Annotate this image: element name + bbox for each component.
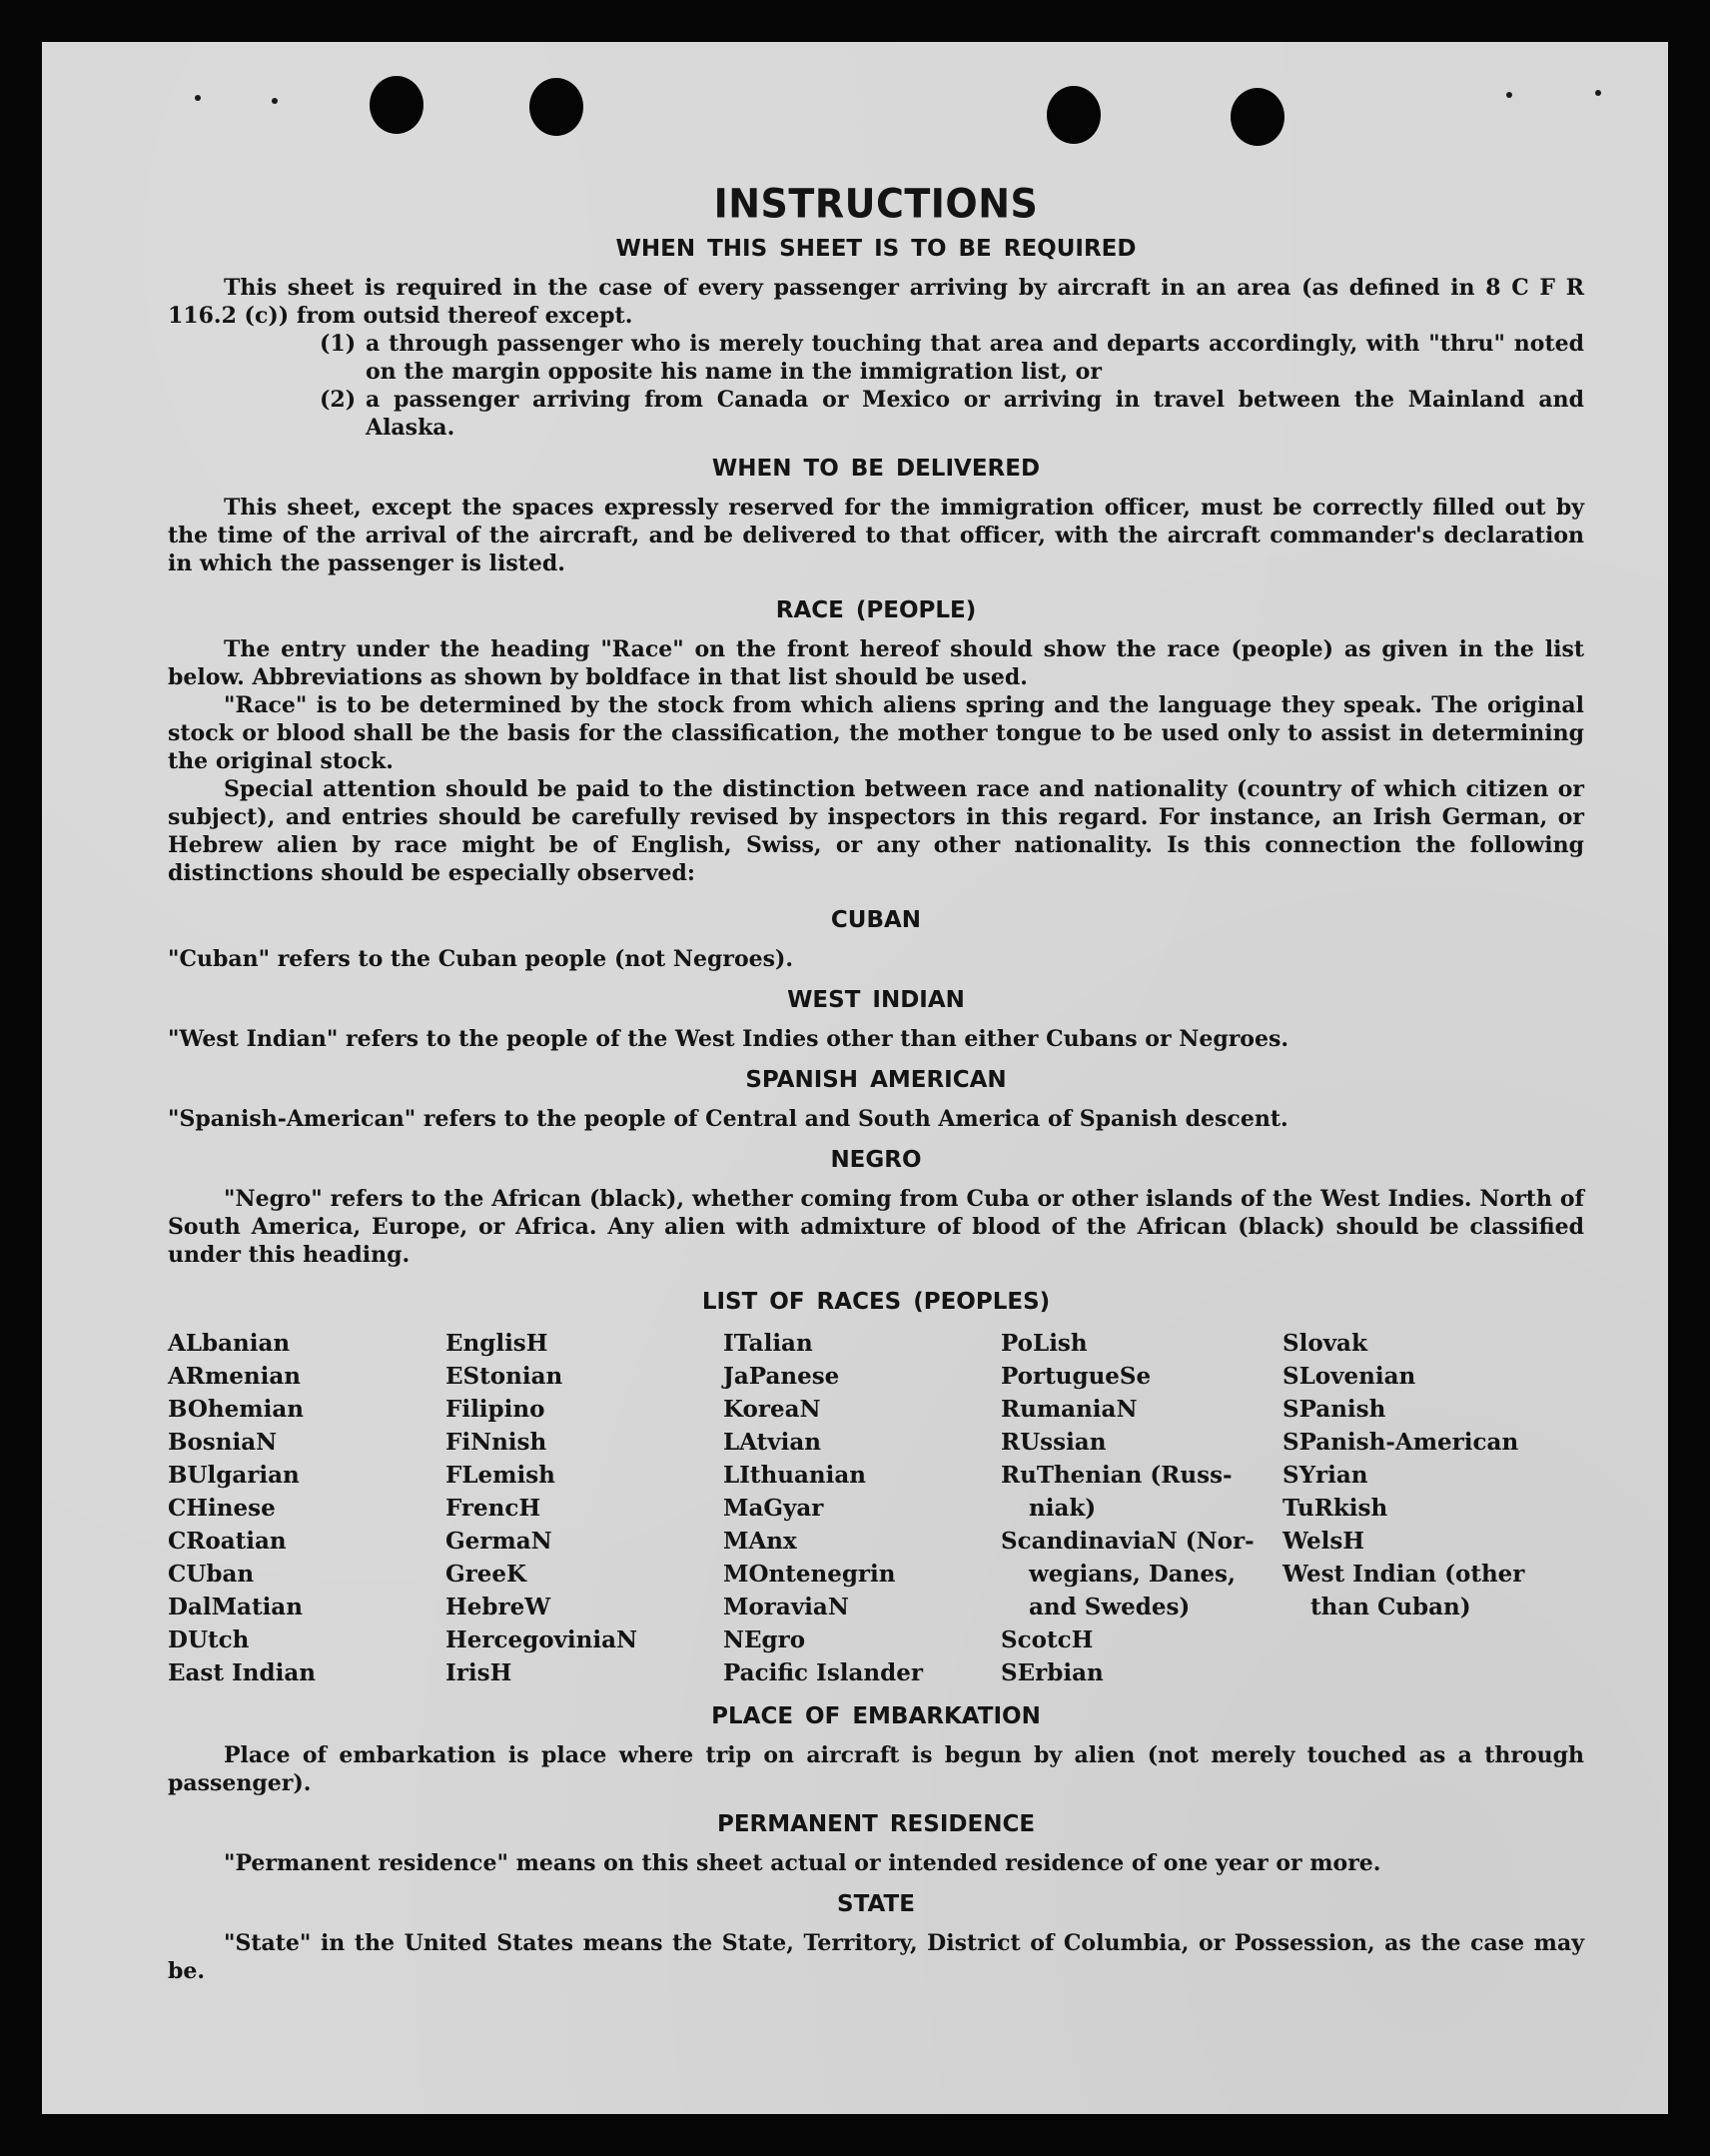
race-entry: MOntenegrin xyxy=(723,1561,896,1588)
heading-when-delivered: WHEN TO BE DELIVERED xyxy=(711,456,1041,482)
heading-place-of-embarkation: PLACE OF EMBARKATION xyxy=(711,1703,1041,1729)
race-entry: SYrian xyxy=(1282,1462,1368,1489)
race-entry: CUban xyxy=(168,1561,255,1588)
exception-number: (1) xyxy=(320,331,357,357)
race-entry: RUssian xyxy=(1001,1429,1107,1456)
negro-text: "Negro" refers to the African (black), whether coming from Cuba or other islands of the West Indies. North of South America, Europe, or Africa. Any alien with admixture of blood of the African (black) should be classified under this heading. xyxy=(168,1186,1584,1268)
race-entry: RuThenian (Russ- xyxy=(1001,1462,1233,1489)
punch-hole xyxy=(370,76,424,134)
state-text: "State" in the United States means the State, Territory, District of Columbia, or Possession, as the case may be. xyxy=(168,1930,1584,1984)
race-entry: EStonian xyxy=(445,1363,563,1390)
race-entry: MaGyar xyxy=(723,1495,824,1522)
heading-state: STATE xyxy=(837,1891,915,1917)
speck xyxy=(272,98,278,104)
punch-hole xyxy=(529,78,583,136)
race-entry: ARmenian xyxy=(168,1363,302,1390)
race-entry: ScotcH xyxy=(1001,1626,1094,1653)
race-entry: wegians, Danes, xyxy=(1029,1561,1236,1588)
heading-cuban: CUBAN xyxy=(830,907,922,933)
race-entry: Slovak xyxy=(1282,1330,1367,1357)
race-entry: SErbian xyxy=(1001,1659,1104,1686)
race-entry: CHinese xyxy=(168,1495,276,1522)
race-entry: JaPanese xyxy=(723,1363,840,1390)
punch-hole xyxy=(1047,86,1101,144)
heading-when-required: WHEN THIS SHEET IS TO BE REQUIRED xyxy=(615,236,1137,262)
race-entry: FrencH xyxy=(445,1495,541,1522)
race-entry: MAnx xyxy=(723,1528,797,1555)
race-entry: NEgro xyxy=(723,1626,806,1653)
spanish-american-text: "Spanish-American" refers to the people of Central and South America of Spanish descent. xyxy=(168,1106,1288,1132)
exception-item-2 xyxy=(320,386,1584,442)
heading-west-indian: WEST INDIAN xyxy=(787,987,965,1013)
heading-list-of-races: LIST OF RACES (PEOPLES) xyxy=(701,1289,1051,1315)
heading-negro: NEGRO xyxy=(830,1147,922,1173)
race-entry: LIthuanian xyxy=(723,1462,866,1489)
race-entry: DUtch xyxy=(168,1626,250,1653)
race-entry: PortugueSe xyxy=(1001,1363,1152,1390)
races-column-1 xyxy=(168,1327,445,1689)
race-entry: ALbanian xyxy=(168,1330,291,1357)
race-paragraph-3: Special attention should be paid to the distinction between race and nationality (country of which citizen or subject), and entries should be carefully revised by inspectors in this regard. For instance, an Irish German, or Hebrew alien by race might be of English, Swiss, or any other nationality. Is this connection the following distinctions should be especially observed: xyxy=(168,776,1584,886)
race-entry: BosniaN xyxy=(168,1429,278,1456)
race-entry: BOhemian xyxy=(168,1396,304,1423)
embarkation-text: Place of embarkation is place where trip on aircraft is begun by alien (not merely touched as a through passenger). xyxy=(168,1742,1584,1796)
punch-hole xyxy=(1231,88,1284,146)
race-entry: GreeK xyxy=(445,1561,527,1588)
race-entry: TuRkish xyxy=(1282,1495,1388,1522)
race-entry: IrisH xyxy=(445,1659,512,1686)
race-entry: SPanish-American xyxy=(1282,1429,1519,1456)
race-paragraph-2: "Race" is to be determined by the stock from which aliens spring and the language they speak. The original stock or blood shall be the basis for the classification, the mother tongue to be used only to assist in determining the original stock. xyxy=(168,692,1584,774)
race-entry: than Cuban) xyxy=(1310,1594,1471,1620)
race-paragraph-1: The entry under the heading "Race" on the front hereof should show the race (people) as given in the list below. Abbreviations as shown by boldface in that list should be used. xyxy=(168,636,1584,690)
heading-race: RACE (PEOPLE) xyxy=(775,597,977,623)
race-entry: CRoatian xyxy=(168,1528,287,1555)
races-column-4 xyxy=(1001,1327,1282,1689)
race-entry: EnglisH xyxy=(445,1330,548,1357)
race-entry: GermaN xyxy=(445,1528,552,1555)
exception-text: a through passenger who is merely touching that area and departs accordingly, with "thru" noted on the margin opposite his name in the immigration list, or xyxy=(366,331,1584,385)
exception-number: (2) xyxy=(320,387,357,413)
heading-permanent-residence: PERMANENT RESIDENCE xyxy=(716,1811,1036,1837)
race-entry: niak) xyxy=(1029,1495,1097,1522)
race-entry: ITalian xyxy=(723,1330,813,1357)
exception-text: a passenger arriving from Canada or Mexico or arriving in travel between the Mainland and Alaska. xyxy=(366,387,1584,441)
required-intro: This sheet is required in the case of every passenger arriving by aircraft in an area (as defined in 8 C F R 116.2 (c)) from outsid thereof except. xyxy=(168,275,1584,329)
race-entry: PoLish xyxy=(1001,1330,1088,1357)
races-column-5 xyxy=(1282,1327,1582,1689)
race-entry: ScandinaviaN (Nor- xyxy=(1001,1528,1255,1555)
race-entry: SPanish xyxy=(1282,1396,1386,1423)
race-entry: HebreW xyxy=(445,1594,551,1620)
exception-item-1 xyxy=(320,330,1584,386)
race-entry: FiNnish xyxy=(445,1429,547,1456)
races-list xyxy=(168,1327,1584,1689)
race-entry: MoraviaN xyxy=(723,1594,849,1620)
delivered-text: This sheet, except the spaces expressly reserved for the immigration officer, must be correctly filled out by the time of the arrival of the aircraft, and be delivered to that officer, with the aircraft commander's declaration in which the passenger is listed. xyxy=(168,495,1584,576)
race-entry: LAtvian xyxy=(723,1429,821,1456)
document-page xyxy=(42,42,1668,2114)
race-entry: and Swedes) xyxy=(1029,1594,1191,1620)
instructions-content xyxy=(168,142,1584,1985)
race-entry: East Indian xyxy=(168,1659,316,1686)
race-entry: Filipino xyxy=(445,1396,545,1423)
race-entry: KoreaN xyxy=(723,1396,821,1423)
race-entry: SLovenian xyxy=(1282,1363,1416,1390)
race-entry: HercegoviniaN xyxy=(445,1626,638,1653)
speck xyxy=(195,95,201,101)
heading-spanish-american: SPANISH AMERICAN xyxy=(745,1067,1007,1093)
race-entry: DalMatian xyxy=(168,1594,303,1620)
race-entry: West Indian (other xyxy=(1282,1561,1525,1588)
west-indian-text: "West Indian" refers to the people of the West Indies other than either Cubans or Negroes. xyxy=(168,1026,1289,1052)
race-entry: BUlgarian xyxy=(168,1462,300,1489)
speck xyxy=(1506,92,1512,98)
race-entry: WelsH xyxy=(1282,1528,1365,1555)
races-column-2 xyxy=(445,1327,723,1689)
race-entry: FLemish xyxy=(445,1462,555,1489)
races-column-3 xyxy=(723,1327,1001,1689)
page-title: INSTRUCTIONS xyxy=(713,180,1039,228)
race-entry: RumaniaN xyxy=(1001,1396,1138,1423)
speck xyxy=(1595,90,1601,96)
race-entry: Pacific Islander xyxy=(723,1659,923,1686)
residence-text: "Permanent residence" means on this sheet actual or intended residence of one year or more. xyxy=(224,1850,1381,1876)
cuban-text: "Cuban" refers to the Cuban people (not Negroes). xyxy=(168,946,794,972)
